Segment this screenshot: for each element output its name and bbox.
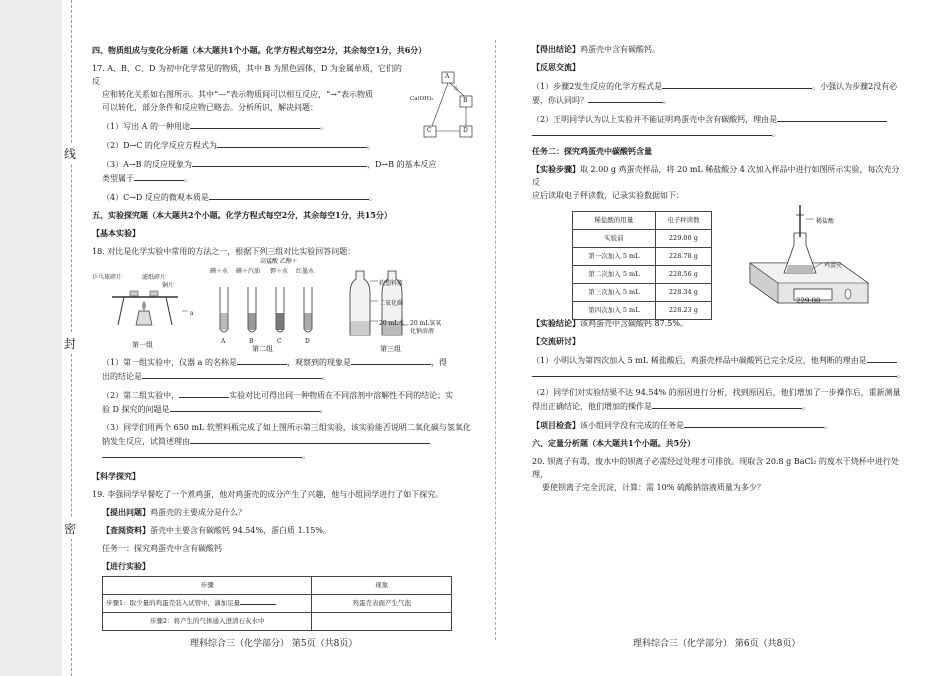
answer-blank[interactable] — [217, 138, 367, 148]
fig18-label: 碘＋水 — [210, 268, 229, 275]
binding-char-xian: 线 — [64, 143, 76, 164]
answer-blank[interactable] — [588, 93, 663, 103]
page-divider — [495, 40, 496, 640]
table-cell: 步骤2：将产生的气体通入澄清石灰水中 — [103, 613, 312, 631]
answer-blank[interactable] — [102, 448, 302, 458]
node-a: A — [445, 73, 450, 80]
answer-blank[interactable] — [867, 353, 897, 363]
fig18-caption: 第三组 — [380, 345, 401, 353]
table-header: 电子秤读数 — [655, 212, 711, 230]
task-1: 任务一：探究鸡蛋壳中含有碳酸钙 — [102, 544, 222, 553]
fig18-label: 高锰酸 乙醇＋ — [260, 258, 298, 265]
q20-text-cont: 要使钡离子完全沉淀，计算：需 10% 硫酸钠溶液质量为多少？ — [542, 483, 765, 492]
fig18-label: 碘＋汽油 — [236, 268, 261, 275]
left-footer: 理科综合三（化学部分） 第5页（共8页） — [190, 639, 358, 649]
q18-part-3-cont-2: 。 — [92, 448, 477, 462]
discussion-2: （2）同学们对实验结果不达 94.54% 的原因进行分析，找到原因后，他们增加了一步操作后，重新测量 — [532, 388, 901, 397]
fig18-label: 红墨水 — [296, 268, 315, 275]
fig18-label: 铜片 — [162, 282, 175, 289]
answer-blank[interactable] — [532, 367, 897, 377]
q18-part-1: （1）第一组实验中，仪器 a 的名称是 ，观察到的现象是 ，得 — [92, 355, 477, 369]
right-footer: 理科综合三（化学部分） 第6页（共8页） — [633, 639, 801, 649]
acid-label: 稀盐酸 — [816, 218, 835, 225]
fig18-label: 滤纸碎片 — [142, 274, 167, 281]
q18-part-2: （2）第二组实验中， 实验对比可得出同一种物质在不同溶剂中溶解性不同的结论；实 — [92, 388, 477, 402]
reflection-2: （2）王明同学认为以上实验并不能证明鸡蛋壳中含有碳酸钙，理由是 — [532, 112, 907, 126]
steps: 【实验步骤】取 2.00 g 鸡蛋壳样品，将 20 mL 稀盐酸分 4 次加入样品中进行如图所示实验，每次充分反 — [532, 164, 900, 187]
table-header: 稀盐酸的用量 — [573, 212, 656, 230]
q17-part-3: （3）A→B 的反应现象为 ，D→B 的基本反应 — [92, 157, 477, 171]
table-header: 现象 — [312, 577, 452, 595]
reflection-1: （1）步骤2发生反应的化学方程式是 。小强认为步骤2没有必 — [532, 79, 907, 93]
node-c: C — [427, 127, 432, 134]
table-row: 实验前 229.00 g — [573, 230, 712, 248]
answer-blank[interactable] — [190, 119, 320, 129]
answer-blank[interactable] — [351, 355, 431, 365]
fig18-label: 化钠溶液 — [410, 328, 435, 335]
table-header: 步骤 — [103, 577, 312, 595]
fig18-label: A — [221, 338, 226, 345]
node-b: B — [463, 97, 468, 104]
procedure-label: 【进行实验】 — [102, 561, 150, 571]
answer-blank[interactable] — [134, 171, 184, 181]
section-5-title: 五、实验探究题（本大题共2个小题。化学方程式每空2分，其余每空1分，共15分） — [92, 210, 392, 220]
answer-blank[interactable] — [240, 598, 276, 605]
table-cell: 步骤1：取少量的鸡蛋壳装入试管中，滴加足量 — [103, 595, 312, 613]
reflection-1-cont: 要，你认同吗？ 。 — [532, 93, 907, 107]
answer-blank[interactable] — [209, 190, 369, 200]
task-2: 任务二：探究鸡蛋壳中碳酸钙含量 — [532, 146, 652, 156]
fig18-label: 二氧化碳 — [379, 300, 404, 307]
q17-part-4: （4）C→D 反应的微观本质是 。 — [92, 190, 477, 204]
steps-cont: 应后读取电子秤读数，记录实验数据如下： — [532, 191, 684, 200]
right-page — [532, 44, 907, 499]
reflection-2-cont: 。 — [532, 126, 907, 140]
heat-label: △ — [454, 85, 459, 91]
table-row: 第二次加入 5 mL 228.56 g — [573, 266, 712, 284]
binding-char-feng: 封 — [64, 333, 76, 354]
table-row: 第四次加入 5 mL 228.23 g — [573, 302, 712, 320]
experiment-table — [102, 576, 452, 631]
answer-blank[interactable] — [179, 388, 229, 398]
fig18-label: D — [305, 338, 310, 345]
shell-label: 鸡蛋壳 — [824, 262, 843, 269]
fig18-label: B — [249, 338, 254, 345]
data-area — [532, 207, 907, 317]
answer-blank[interactable] — [237, 355, 287, 365]
fig18-label: 钾＋水 — [270, 268, 289, 275]
reflection-label: 【反思交流】 — [532, 62, 580, 72]
q17-text-3: 可以转化，部分条件和反应物已略去。分析所识，解决问题： — [102, 103, 318, 112]
conclusion: 【得出结论】鸡蛋壳中含有碳酸钙。 — [532, 44, 660, 54]
q18-text: 18. 对比是化学实验中常用的方法之一，根据下列三组对比实验回答问题： — [92, 247, 356, 256]
table-row: 第一次加入 5 mL 228.78 g — [573, 248, 712, 266]
table-row — [103, 613, 452, 631]
q18-part-2-cont: 验 D 探究的问题是 。 — [92, 402, 477, 416]
q20-text: 20. 钡离子有毒，废水中的钡离子必需经过处理才可排放。现取含 20.8 g BaCl₂ 的废水于烧杯中进行处理， — [532, 457, 899, 479]
answer-blank[interactable] — [532, 126, 772, 136]
q18-part-3-cont: 钠发生反应，试简述理由 — [92, 434, 477, 448]
q19-text: 19. 李强同学早餐吃了一个煮鸡蛋，他对鸡蛋壳的成分产生了兴趣，他与小组同学进行了如下探究。 — [92, 490, 444, 499]
fig18-label: a — [190, 310, 194, 317]
basic-experiment-label: 【基本实验】 — [92, 228, 140, 238]
answer-blank[interactable] — [684, 418, 824, 428]
project-check: 【项目检查】该小组同学没有完成的任务是 。 — [532, 420, 832, 430]
q17-part-1: （1）写出 A 的一种用途 。 — [92, 119, 402, 133]
q19-question: 【提出问题】鸡蛋壳的主要成分是什么？ — [102, 507, 246, 517]
q17-text-2: 应和转化关系如右图所示。其中“—”表示物质间可以相互反应，“→”表示物质 — [102, 90, 374, 99]
caoh2-label: Ca(OH)₂ — [410, 96, 434, 102]
scale-readings-table — [572, 211, 712, 320]
table-cell: 鸡蛋壳表面产生气泡 — [312, 595, 452, 613]
discussion-2-cont: 得出正确结论，他们增加的操作是 。 — [532, 399, 907, 413]
scale-reading: 229.00 — [796, 297, 821, 305]
discussion-1: （1）小明认为第四次加入 5 mL 稀盐酸后，鸡蛋壳样品中碳酸钙已完全反应，他判断的理由是 — [532, 353, 907, 367]
node-d: D — [463, 127, 468, 134]
binding-gutter — [0, 0, 62, 676]
q17-diagram — [410, 70, 488, 140]
result-conclusion: 【实验结论】该鸡蛋壳中含碳酸钙 87.5%。 — [532, 318, 688, 328]
question-17 — [92, 62, 402, 152]
figure-18 — [92, 258, 477, 353]
fig18-label: 20 mL氢氧 — [410, 320, 442, 327]
table-cell — [312, 613, 452, 631]
q18-part-3: （3）同学们用两个 650 mL 软塑料瓶完成了如上图所示第三组实验，该实验能否说明二氧化碳与氢氧化 — [102, 423, 471, 432]
fig18-label: 乒乓球碎片 — [92, 274, 123, 281]
section-4-title: 四、物质组成与变化分析题（本大题共1个小题。化学方程式每空2分，其余每空1分，共6分） — [92, 45, 427, 55]
section-6-title: 六、定量分析题（本大题共1个小题。共5分） — [532, 438, 696, 448]
binding-char-mi: 密 — [64, 518, 76, 539]
table-row — [103, 595, 452, 613]
answer-blank[interactable] — [190, 434, 430, 444]
answer-blank[interactable] — [652, 399, 802, 409]
fig18-label: 20 mL水 — [379, 320, 405, 327]
answer-blank[interactable] — [192, 157, 367, 167]
table-row: 第三次加入 5 mL 228.34 g — [573, 284, 712, 302]
fig18-label: 软塑料瓶 — [379, 280, 404, 287]
answer-blank[interactable] — [662, 79, 812, 89]
answer-blank[interactable] — [170, 402, 320, 412]
q19-info: 【查阅资料】蛋壳中主要含有碳酸钙 94.54%，蛋白质 1.15%。 — [102, 525, 332, 535]
fig18-caption: 第二组 — [252, 345, 273, 353]
q18-part-1-cont: 出的结论是 。 — [92, 369, 477, 383]
q17-text-1: 17. A、B、C、D 为初中化学常见的物质，其中 B 为黑色固体，D 为金属单质，它们的反 — [92, 64, 402, 86]
q17-part-2: （2）D→C 的化学反应方程式为 。 — [92, 138, 402, 152]
fig18-caption: 第一组 — [132, 341, 153, 349]
q17-part-3-cont: 类型属于 。 — [92, 171, 477, 185]
answer-blank[interactable] — [777, 112, 887, 122]
discussion-label: 【交流研讨】 — [532, 336, 580, 346]
discussion-1-cont: 。 — [532, 367, 907, 381]
science-exploration-label: 【科学探究】 — [92, 471, 140, 481]
answer-blank[interactable] — [142, 369, 322, 379]
fig18-label: C — [277, 338, 282, 345]
